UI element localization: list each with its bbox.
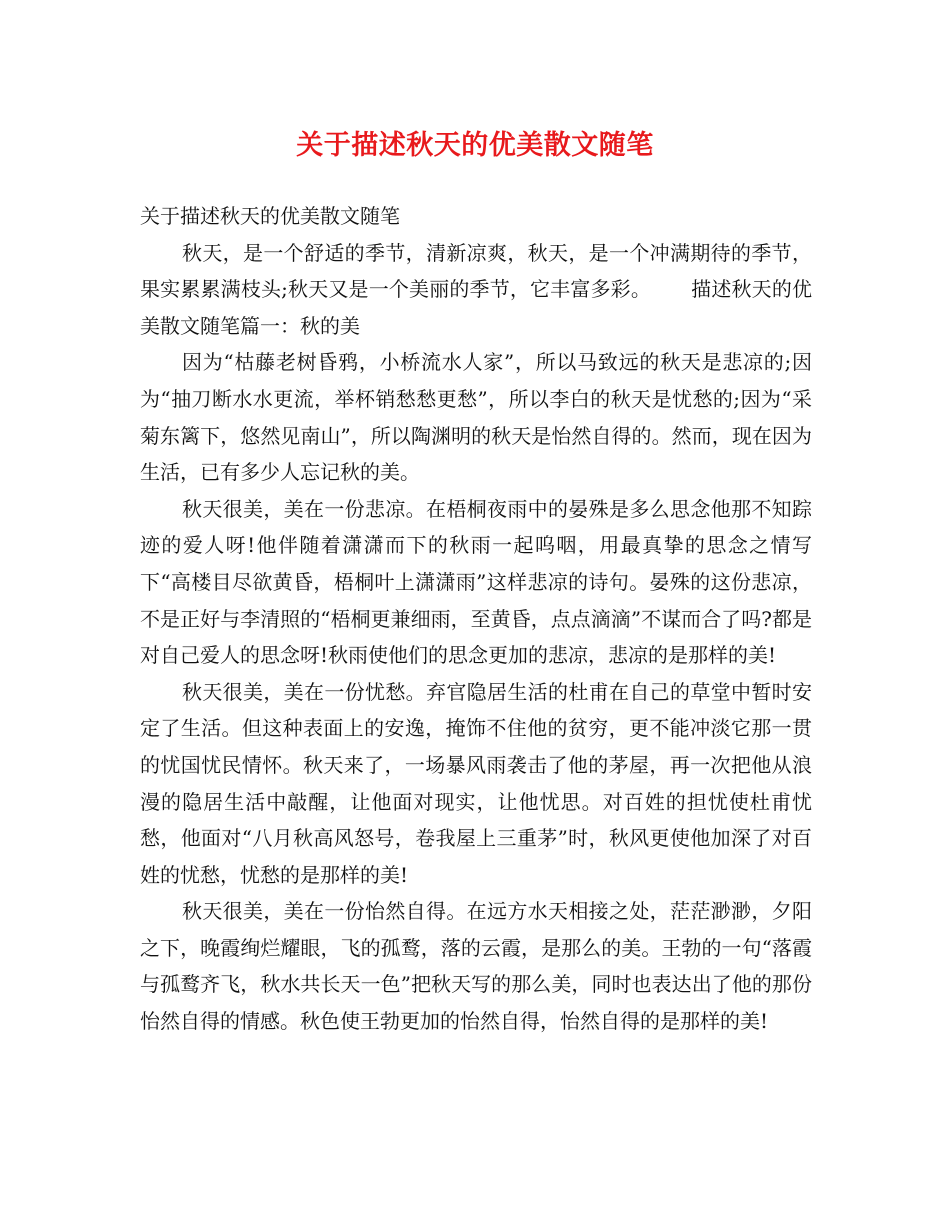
intro-tail-text: 描述秋天的优美散文随笔篇一：秋的美 <box>140 277 812 338</box>
paragraph-3: 秋天很美，美在一份忧愁。弃官隐居生活的杜甫在自己的草堂中暂时安定了生活。但这种表面上的安逸，掩饰不住他的贫穷，更不能冲淡它那一贯的忧国忧民情怀。秋天来了，一场暴风雨袭击了他的茅屋，再一次把他从浪漫的隐居生活中敲醒，让他面对现实，让他忧思。对百姓的担忧使杜甫忧愁，他面对“八月秋高风怒号，卷我屋上三重茅”时，秋风更使他加深了对百姓的忧愁，忧愁的是那样的美! <box>140 679 812 887</box>
subtitle-line: 关于描述秋天的优美散文随笔 <box>140 204 400 228</box>
paragraph-4: 秋天很美，美在一份怡然自得。在远方水天相接之处，茫茫渺渺，夕阳之下，晚霞绚烂耀眼，飞的孤鹜，落的云霞，是那么的美。王勃的一句“落霞与孤鹜齐飞，秋水共长天一色”把秋天写的那么美，同时也表达出了他的那份怡然自得的情感。秋色使王勃更加的怡然自得，怡然自得的是那样的美! <box>140 899 812 1034</box>
document-body <box>140 198 812 1040</box>
paragraph-2: 秋天很美，美在一份悲凉。在梧桐夜雨中的晏殊是多么思念他那不知踪迹的爱人呀!他伴随着潇潇而下的秋雨一起呜咽，用最真挚的思念之情写下“高楼目尽欲黄昏，梧桐叶上潇潇雨”这样悲凉的诗句。晏殊的这份悲凉，不是正好与李清照的“梧桐更兼细雨，至黄昏，点点滴滴”不谋而合了吗?都是对自己爱人的思念呀!秋雨使他们的思念更加的悲凉，悲凉的是那样的美! <box>140 496 812 668</box>
intro-text: 秋天，是一个舒适的季节，清新凉爽，秋天，是一个冲满期待的季节，果实累累满枝头;秋天又是一个美丽的季节，它丰富多彩。 <box>140 240 812 302</box>
intro-paragraph <box>140 235 812 345</box>
document-title: 关于描述秋天的优美散文随笔 <box>296 130 654 161</box>
paragraph-1: 因为“枯藤老树昏鸦，小桥流水人家”，所以马致远的秋天是悲凉的;因为“抽刀断水水更流，举杯销愁愁更愁”，所以李白的秋天是忧愁的;因为“采菊东篱下，悠然见南山”，所以陶渊明的秋天是怡然自得的。然而，现在因为生活，已有多少人忘记秋的美。 <box>140 350 812 485</box>
